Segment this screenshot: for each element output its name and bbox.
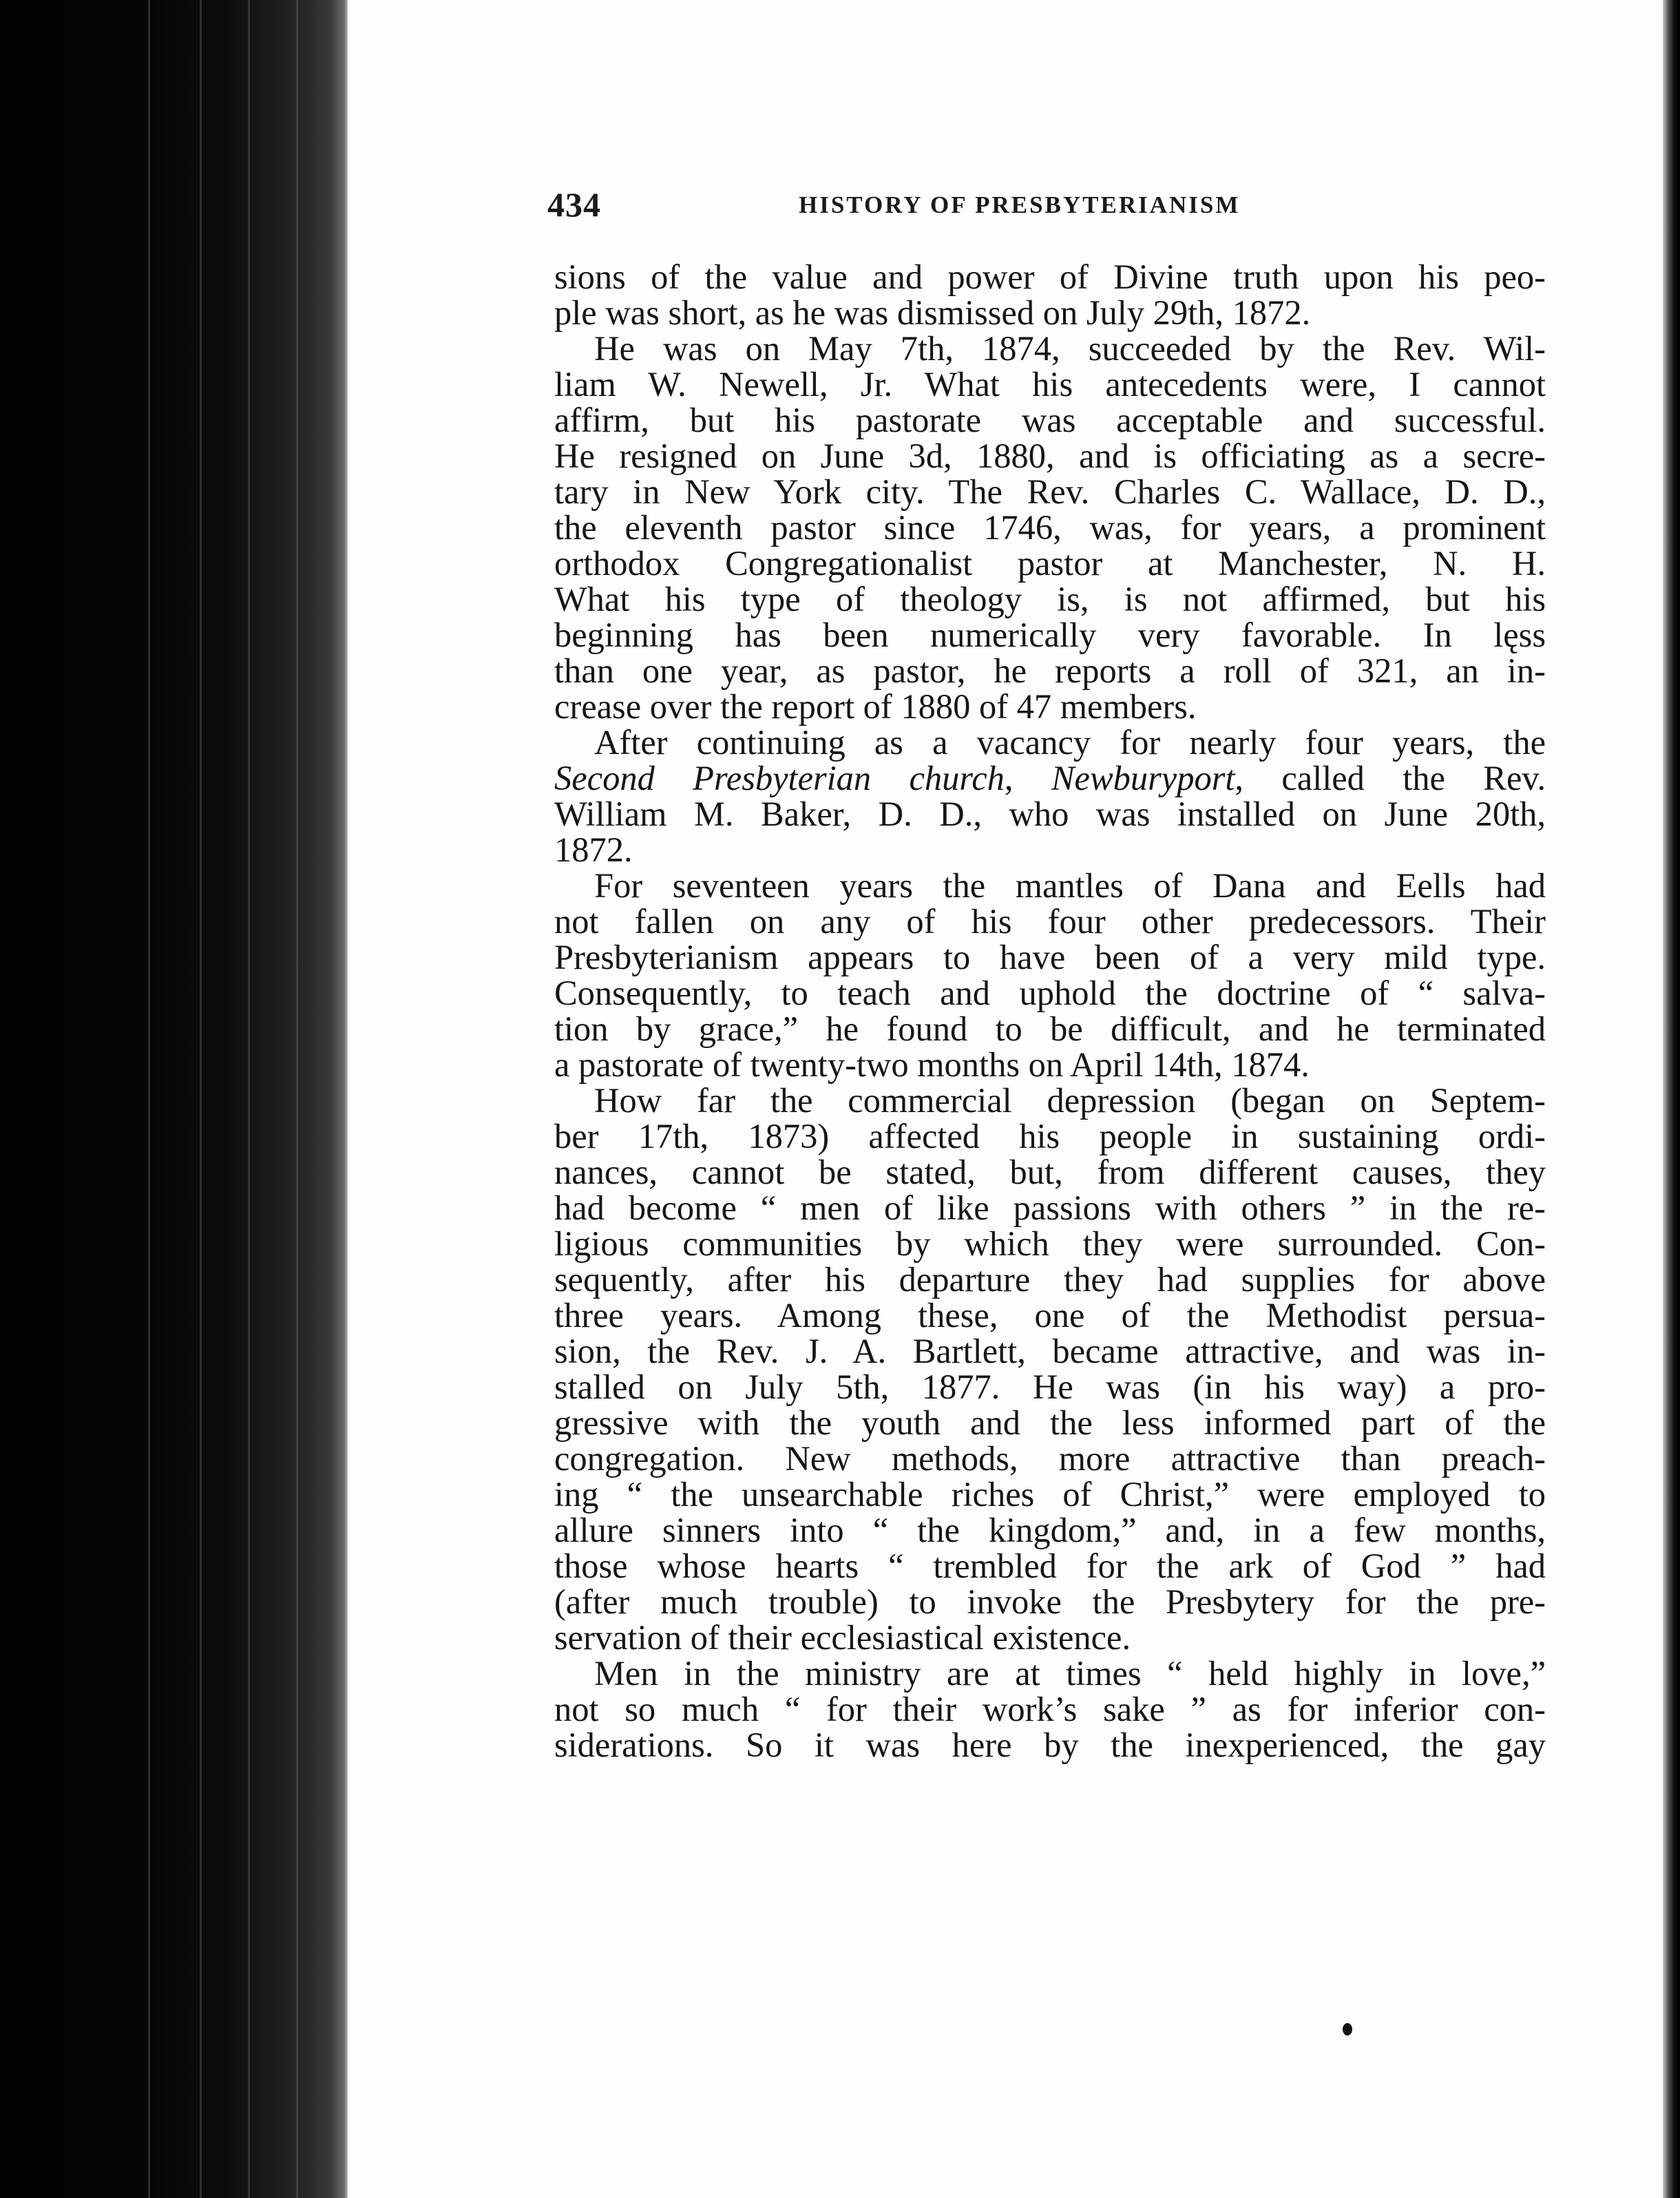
text-line: siderations. So it was here by the inexperienced, the gay	[554, 1726, 1546, 1764]
text-line: sequently, after his departure they had supplies for above	[554, 1260, 1546, 1299]
page-header	[547, 185, 1511, 226]
text-line: the eleventh pastor since 1746, was, for years, a prominent	[554, 508, 1546, 547]
text-line: ing “ the unsearchable riches of Christ,” were employed to	[554, 1475, 1546, 1514]
text-line: stalled on July 5th, 1877. He was (in his way) a pro-	[554, 1368, 1546, 1406]
italic-text: Newburyport	[1051, 759, 1235, 797]
text-line: ber 17th, 1873) affected his people in sustaining ordi-	[554, 1117, 1546, 1155]
text-line: William M. Baker, D. D., who was installed on June 20th,	[554, 795, 1546, 833]
text-line: gressive with the youth and the less informed part of the	[554, 1403, 1546, 1442]
text-line: crease over the report of 1880 of 47 members.	[554, 687, 1197, 726]
text-line: those whose hearts “ trembled for the ark of God ” had	[554, 1547, 1546, 1585]
text-line: tion by grace,” he found to be difficult, and he terminated	[554, 1009, 1546, 1048]
text-line: tary in New York city. The Rev. Charles C. Wallace, D. D.,	[554, 472, 1546, 511]
text-line: not so much “ for their work’s sake ” as for inferior con-	[554, 1690, 1546, 1728]
text-line: three years. Among these, one of the Methodist persua-	[554, 1296, 1546, 1334]
book-binding-shadow	[0, 0, 348, 2198]
text-line: How far the commercial depression (began on Septem-	[594, 1081, 1546, 1120]
text-line: beginning has been numerically very favorable. In lęss	[554, 616, 1546, 654]
text-line: After continuing as a vacancy for nearly four years, the	[594, 723, 1546, 762]
text-line: liam W. Newell, Jr. What his antecedents were, I cannot	[554, 365, 1546, 404]
text-line: ligious communities by which they were surrounded. Con-	[554, 1224, 1546, 1263]
text-line: Presbyterianism appears to have been of a very mild type.	[554, 938, 1546, 976]
page-right-edge	[1663, 0, 1680, 2198]
text-run: ,	[1004, 759, 1051, 797]
text-line: Men in the ministry are at times “ held highly in love,”	[594, 1654, 1546, 1693]
text-line	[554, 760, 1546, 796]
running-head: HISTORY OF PRESBYTERIANISM	[799, 191, 1241, 218]
text-line: had become “ men of like passions with others ” in the re-	[554, 1189, 1546, 1227]
text-line: a pastorate of twenty-two months on April 14th, 1874.	[554, 1045, 1310, 1084]
binding-streak	[200, 0, 202, 2198]
text-line: not fallen on any of his four other predecessors. Their	[554, 902, 1546, 941]
text-line: allure sinners into “ the kingdom,” and, in a few months,	[554, 1511, 1546, 1549]
text-line: What his type of theology is, is not affirmed, but his	[554, 580, 1546, 618]
text-line: servation of their ecclesiastical existence.	[554, 1618, 1131, 1657]
text-line: ple was short, as he was dismissed on July 29th, 1872.	[554, 293, 1311, 332]
page-number: 434	[547, 185, 601, 224]
text-line: For seventeen years the mantles of Dana and Eells had	[594, 866, 1546, 905]
text-run: , called the Rev.	[1235, 759, 1546, 797]
body-text	[554, 259, 1546, 1763]
text-line: Consequently, to teach and uphold the doctrine of “ salva-	[554, 974, 1546, 1012]
text-line: affirm, but his pastorate was acceptable and successful.	[554, 401, 1546, 439]
binding-streak	[248, 0, 250, 2198]
text-line: He was on May 7th, 1874, succeeded by the Rev. Wil-	[594, 329, 1546, 368]
text-line: sion, the Rev. J. A. Bartlett, became attractive, and was in-	[554, 1332, 1546, 1370]
ink-speck	[1343, 2023, 1352, 2035]
text-line: sions of the value and power of Divine truth upon his peo-	[554, 258, 1546, 296]
text-line: congregation. New methods, more attractive than preach-	[554, 1439, 1546, 1478]
text-line: He resigned on June 3d, 1880, and is officiating as a secre-	[554, 437, 1546, 475]
binding-streak	[296, 0, 298, 2198]
text-line: (after much trouble) to invoke the Presbytery for the pre-	[554, 1582, 1546, 1621]
text-line: nances, cannot be stated, but, from different causes, they	[554, 1153, 1546, 1191]
text-line: orthodox Congregationalist pastor at Manchester, N. H.	[554, 544, 1546, 583]
text-line: 1872.	[554, 830, 633, 869]
binding-streak	[148, 0, 150, 2198]
text-line: than one year, as pastor, he reports a roll of 321, an in-	[554, 651, 1546, 690]
italic-text: Second Presbyterian church	[554, 759, 1005, 797]
